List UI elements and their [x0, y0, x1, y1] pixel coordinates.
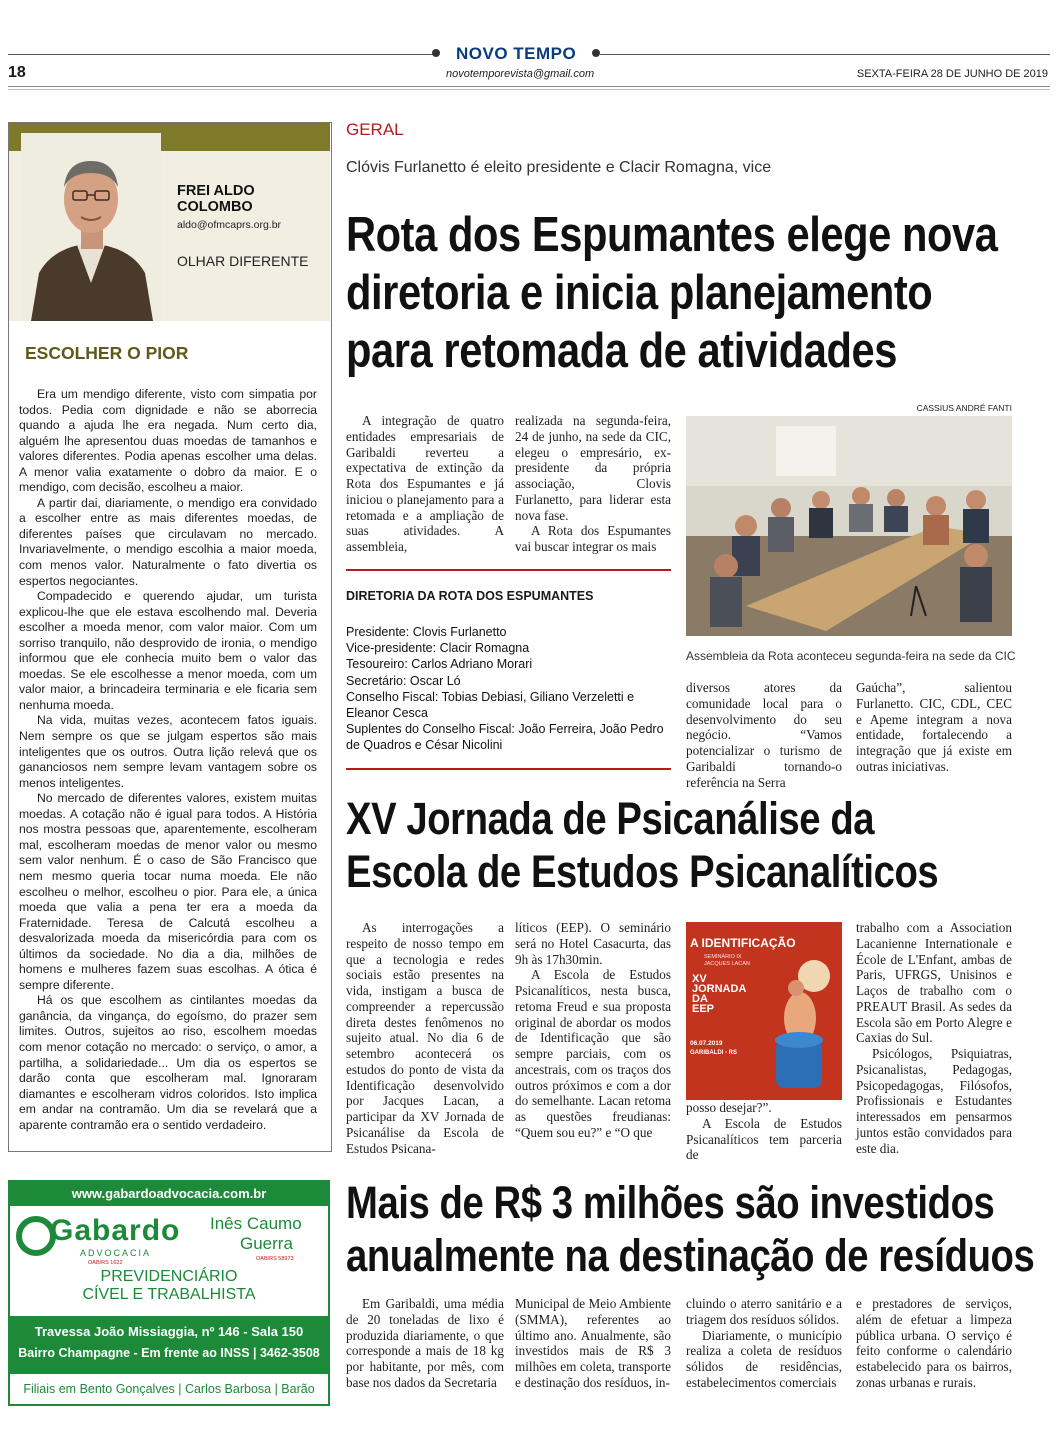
poster-event-line: XV — [692, 973, 707, 985]
box-rule-top — [346, 569, 671, 571]
header-dot-right — [592, 49, 600, 57]
article1-col4-text: Gaúcha”, salientou Furlanetto. CIC, CDL, CEC e Apeme integram a nova entidade, fortalecendo a integração que já existe em outras iniciativas. — [856, 680, 1012, 774]
poster-illustration — [758, 948, 842, 1100]
board-item: Vice-presidente: Clacir Romagna — [346, 641, 530, 656]
headline-line: para retomada de atividades — [346, 324, 898, 378]
headline-line: diretoria e inicia planejamento — [346, 266, 933, 320]
article1-col4 — [856, 680, 1012, 775]
column-body — [19, 387, 317, 1133]
article2-col4 — [856, 920, 1012, 1156]
event-poster — [686, 922, 842, 1100]
ad-partner-line1: Inês Caumo — [210, 1214, 302, 1233]
article2-col3-text-b: A Escola de Estudos Psicanalíticos tem parceria de — [686, 1115, 842, 1163]
article3-col3-text-a: cluindo o aterro sanitário e a triagem dos resíduos sólidos. — [686, 1296, 842, 1327]
article2-col3-text-a: posso desejar?”. — [686, 1100, 772, 1115]
article1-col3 — [686, 680, 842, 790]
headline-line: XV Jornada de Psicanálise da — [346, 793, 875, 844]
ad-service-2: CÍVEL E TRABALHISTA — [82, 1286, 256, 1303]
article3-col1-text: Em Garibaldi, uma média de 20 toneladas de lixo é produzida diariamente, o que corresponde a mais de 18 kg por habitante, por mês, com base nos dados da Secretaria — [346, 1296, 504, 1390]
column-paragraph: Há os que escolhem as cintilantes moedas da ganância, da vingança, do egoísmo, do prazer sem limites. Outros, sujeitos ao riso, escolhem moedas com menor cotação no mercado: o serviço, o amor, a partilha, a solidariedade... Um dia os espertos se darão conta que escolheram mal. Ignoraram diamantes e escolheram vidros coloridos. Isto implica em andar na contramão. Um dia se revelará que a aparente contramão era o sentido verdadeiro. — [19, 993, 317, 1132]
photo-caption: Assembleia da Rota aconteceu segunda-feira na sede da CIC — [686, 649, 1016, 663]
article1-col2-text-a: realizada na segunda-feira, 24 de junho, na sede da CIC, elegeu o empresário, ex-presidente da própria associação, Clovis Furlanetto, para liderar esta nova fase. — [515, 413, 671, 523]
article3-col3-text-b: Diariamente, o município realiza a coleta de resíduos sólidos de residências, estabelecimentos comerciais — [686, 1327, 842, 1390]
article2-col2-text-a: líticos (EEP). O seminário será no Hotel Casacurta, das 9h às 17h30min. — [515, 920, 671, 967]
article2-col2 — [515, 920, 671, 1141]
headline-line: anualmente na destinação de resíduos — [346, 1230, 1035, 1281]
article2-col3 — [686, 1100, 842, 1163]
article3-col2-text: Municipal de Meio Ambiente (SMMA), referentes ao último ano. Anualmente, são investidos mais de R$ 3 milhões em coleta, transporte e destinação dos resíduos, in- — [515, 1296, 671, 1390]
header-bottom-rule-2 — [8, 89, 1050, 90]
column-paragraph: Compadecido e querendo ajudar, um turista explicou-lhe que ele estava escolhendo mal. Deveria escolher a moeda menor, com valor maior. Com um sorriso tranquilo, não desprovido de ironia, o mendigo informou que ele conhecia muito bem o valor das moedas. Se ele escolhesse a menor moeda, com um valor maior, a brincadeira terminaria e ele ficaria sem nenhuma moeda. — [19, 589, 317, 712]
poster-title: A IDENTIFICAÇÃO — [690, 936, 796, 950]
ad-partner-line2: Guerra — [240, 1234, 293, 1253]
poster-event-line: EEP — [692, 1003, 715, 1015]
article1-col1 — [346, 413, 504, 555]
ad-partner-oab: OAB/RS 58973 — [256, 1256, 294, 1262]
ad-logo-oab: OAB/RS 1622 — [88, 1260, 123, 1266]
column-author-email[interactable]: aldo@ofmcaprs.org.br — [177, 219, 282, 231]
article1-col1-text: A integração de quatro entidades empresariais de Garibaldi reverteu a expectativa de extinção da Rota dos Espumantes e já iniciou o planejamento para a retomada e a ampliação de suas atividades. A assembleia, — [346, 413, 504, 554]
headline-line: Rota dos Espumantes elege nova — [346, 208, 998, 262]
board-item: Secretário: Oscar Ló — [346, 673, 461, 688]
article2-headline — [346, 792, 938, 898]
ad-address-2: Bairro Champagne - Em frente ao INSS | 3462-3508 — [18, 1346, 320, 1360]
poster-event-line: JORNADA — [692, 983, 747, 995]
column-section: OLHAR DIFERENTE — [177, 253, 309, 269]
header-rule-right — [600, 54, 1050, 55]
header-dot-left — [432, 49, 440, 57]
header-email[interactable]: novotemporevista@gmail.com — [446, 68, 595, 80]
article3-col4-text: e prestadores de serviços, além de efetuar a limpeza pública urbana. O serviço é feito conforme o calendário estabelecido para os bairros, zonas urbanas e rurais. — [856, 1296, 1012, 1390]
law-firm-ad[interactable] — [8, 1180, 330, 1406]
header-rule-left — [8, 54, 433, 55]
column-paragraph: Era um mendigo diferente, visto com simpatia por todos. Pedia com dignidade e não se aborrecia quando a ajuda lhe era negada. Num certo dia, alguém lhe apresentou duas moedas de tamanhos e valores diferentes. Podia apenas escolher uma delas. A menor valia exatamente o dobro da maior. E o mendigo, com decisão, escolheu a maior. — [19, 387, 317, 495]
page-number: 18 — [8, 64, 26, 81]
column-title: ESCOLHER O PIOR — [25, 343, 189, 363]
header-bottom-rule — [8, 86, 1050, 87]
ad-url[interactable]: www.gabardoadvocacia.com.br — [10, 1182, 328, 1206]
article1-col2-text-b: A Rota dos Espumantes vai buscar integrar os mais — [515, 523, 671, 554]
photo-credit: CASSIUS ANDRÉ FANTI — [916, 403, 1012, 413]
poster-date: 06.07.2019 — [690, 1040, 723, 1047]
article1-headline — [346, 206, 998, 380]
column-header — [9, 123, 330, 321]
board-item: Presidente: Clovis Furlanetto — [346, 625, 507, 639]
meeting-photo — [686, 416, 1012, 636]
article2-col4-text-a: trabalho com a Association Lacanienne Internationale e École de L'Enfant, ambas de Paris, UFRGS, Unisinos e Laços de trabalho com o PREAUT Brasil. As sedes da Escola são em Porto Alegre e Caxias do Sul. — [856, 920, 1012, 1046]
ad-service-1: PREVIDENCIÁRIO — [100, 1268, 238, 1285]
headline-line: Mais de R$ 3 milhões são investidos — [346, 1177, 995, 1228]
author-portrait — [21, 133, 161, 321]
article3-col3 — [686, 1296, 842, 1391]
article2-col1-text: As interrogações a respeito de nosso tempo em que a tecnologia e redes sociais estão presentes na vida, instigam a busca de compreender a repercussão direta destes fenômenos no sujeito atual. No dia 6 de setembro acontecerá os estudos do ponto de vista da Identificação desenvolvido por Jacques Lacan, a participar da XV Jornada de Psicanálise da Escola de Estudos Psicana- — [346, 920, 504, 1156]
article1-col2 — [515, 413, 671, 555]
headline-line: Escola de Estudos Psicanalíticos — [346, 846, 939, 897]
article1-subtitle: Clóvis Furlanetto é eleito presidente e Clacir Romagna, vice — [346, 159, 772, 176]
box-title: DIRETORIA DA ROTA DOS ESPUMANTES — [346, 589, 594, 603]
opinion-column — [8, 122, 332, 1152]
poster-event — [692, 974, 746, 1014]
article3-headline — [346, 1176, 1034, 1282]
brand-title: NOVO TEMPO — [456, 44, 577, 63]
ad-logo-sub: ADVOCACIA — [80, 1248, 152, 1258]
column-paragraph: No mercado de diferentes valores, existem muitas moedas. A cotação não é igual para todos. A História nos mostra pessoas que, aparentemente, escolheram mal, escolheram moedas de menor valor ou mesmo sem valor nenhum. É o caso de São Francisco que nem mesmo queria tocar numa moeda. Ele não escolheu o melhor, escolheu o pior. Para ele, a única moeda que valia a pena ter era a moeda da Fraternidade. Teresa de Calcutá escolheu a desvalorizada moeda da misericórdia para com os últimos da sociedade. No dia a dia, milhões de homens e mulheres fazem suas escolhas. A ótica é sempre diferente. — [19, 791, 317, 992]
poster-subtitle: SEMINÁRIO IX JACQUES LACAN — [704, 954, 750, 967]
article1-col3-text: diversos atores da comunidade local para o desenvolvimento do seu negócio. “Vamos potencializar o turismo de Garibaldi tornando-o referência na Serra — [686, 680, 842, 790]
column-paragraph: Na vida, muitas vezes, acontecem fatos iguais. Nem sempre os que se julgam espertos são mais inteligentes que os outros. Outra lição relevá que os gananciosos nem sempre levam vantagem sobre os menos inteligentes. — [19, 713, 317, 790]
board-item: Conselho Fiscal: Tobias Debiasi, Giliano Verzeletti e Eleanor Cesca — [346, 689, 635, 721]
ad-address-1: Travessa João Missiaggia, nº 146 - Sala 150 — [34, 1324, 304, 1339]
article2-col4-text-b: Psicólogos, Psiquiatras, Psicanalistas, Pedagogas, Psicopedagogas, Filósofos, Profissionais e Estudantes interessados em pensarmos juntos estão convidados para este dia. — [856, 1046, 1012, 1156]
column-paragraph: A partir dai, diariamente, o mendigo era convidado a escolher entre as mais diferentes moedas, de diferentes países que circulavam no mercado. Invariavelmente, o mendigo escolhia a maior moeda, com menos valor. Naturalmente o fato divertia os espertos negociantes. — [19, 495, 317, 588]
article2-col2-text-b: A Escola de Estudos Psicanalíticos, nesta busca, retoma Freud e sua proposta original de abordar os modos de Identificação que são sempre parciais, com os ancestrais, com os traços dos outros próximos e com a dor do semelhante. Lacan retoma as questões freudianas: “Quem sou eu?” e “O que — [515, 967, 671, 1140]
article2-col1 — [346, 920, 504, 1156]
poster-place: GARIBALDI - RS — [690, 1050, 737, 1056]
ad-logo: Gabardo — [50, 1214, 181, 1247]
column-author: FREI ALDO COLOMBO — [177, 183, 255, 215]
article3-col1 — [346, 1296, 504, 1391]
article3-col4 — [856, 1296, 1012, 1391]
header-date: SEXTA-FEIRA 28 DE JUNHO DE 2019 — [856, 68, 1048, 80]
board-item: Suplentes do Conselho Fiscal: João Ferreira, João Pedro de Quadros e César Nicolini — [346, 722, 664, 753]
board-list — [346, 624, 668, 754]
box-rule-bottom — [346, 768, 671, 770]
poster-event-line: DA — [692, 993, 708, 1005]
article3-col2 — [515, 1296, 671, 1391]
board-item: Tesoureiro: Carlos Adriano Morari — [346, 657, 533, 672]
section-kicker: GERAL — [346, 120, 404, 139]
ad-branches: Filiais em Bento Gonçalves | Carlos Barbosa | Barão — [23, 1382, 315, 1396]
